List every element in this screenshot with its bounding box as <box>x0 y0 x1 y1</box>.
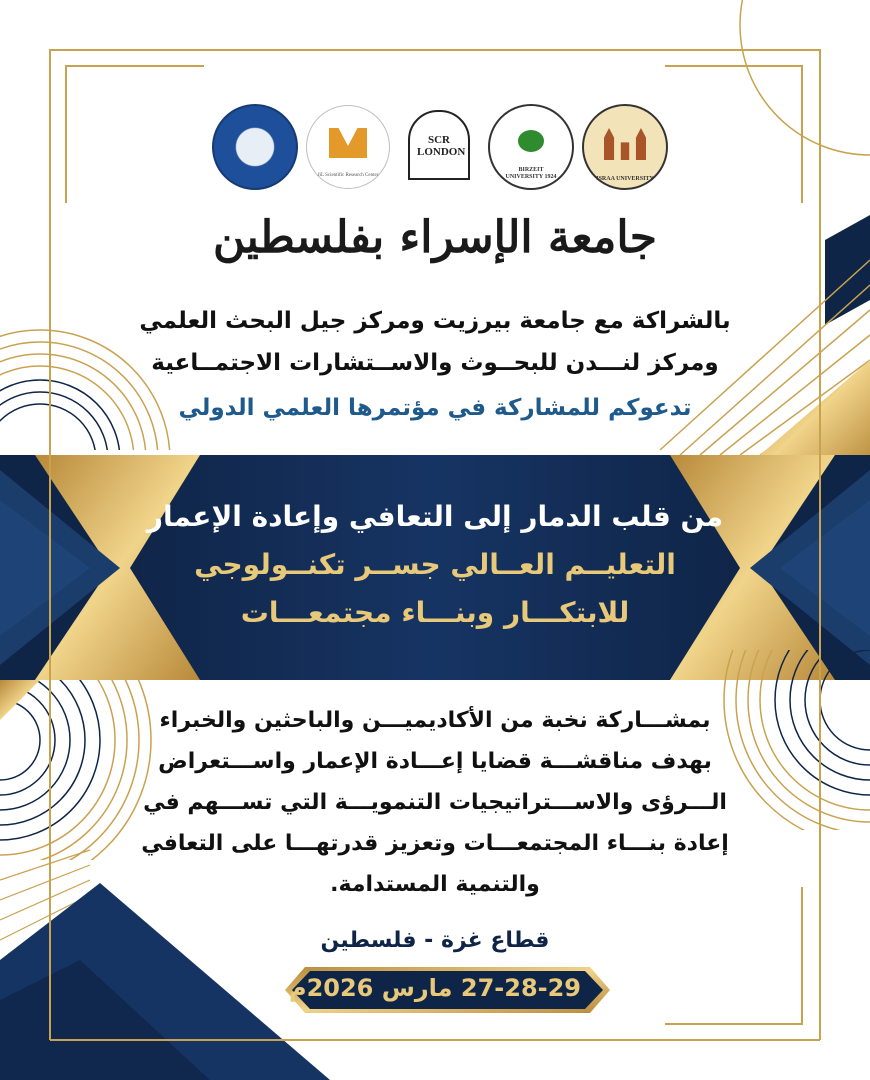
jil-research-center-logo: JiL Scientific Research Center <box>306 105 390 189</box>
partner-logos <box>212 103 668 191</box>
description-line-2: بهدف مناقشـــة قضايا إعـــادة الإعمار واســـتعراض <box>158 749 712 774</box>
description-line-3: الـــرؤى والاســـتراتيجيات التنمويـــة التي تســـهم في <box>143 790 727 815</box>
conference-date: 27-28-29 مارس 2026م <box>288 974 582 1002</box>
location-label: قطاع غزة - فلسطين <box>320 928 550 953</box>
birzeit-university-logo: BIRZEIT UNIVERSITY 1924 <box>488 104 574 190</box>
conference-title-line-2: التعليــم العــالي جســر تكنــولوجي <box>194 548 676 581</box>
description-line-5: والتنمية المستدامة. <box>330 872 540 897</box>
conference-title-line-1: من قلب الدمار إلى التعافي وإعادة الإعمار <box>146 500 724 533</box>
conference-title-line-3: للابتكـــار وبنـــاء مجتمعـــات <box>240 596 630 629</box>
university-calligraphy-title: جامعة الإسراء بفلسطين <box>213 212 657 263</box>
description-line-4: إعادة بنـــاء المجتمعـــات وتعزيز قدرتهـــا على التعافي <box>141 831 729 856</box>
description-line-1: بمشـــاركة نخبة من الأكاديميـــن والباحثين والخبراء <box>159 708 711 733</box>
partnership-line-1: بالشراكة مع جامعة بيرزيت ومركز جيل البحث العلمي <box>139 308 731 334</box>
partnership-line-2: ومركز لنـــدن للبحــوث والاســتشارات الاجتمــاعية <box>151 350 719 376</box>
invitation-line: تدعوكم للمشاركة في مؤتمرها العلمي الدولي <box>178 395 692 421</box>
israa-university-logo: ISRAA UNIVERSITY <box>582 104 668 190</box>
conference-org-logo <box>212 104 298 190</box>
scr-london-logo: SCR LONDON <box>398 106 480 188</box>
